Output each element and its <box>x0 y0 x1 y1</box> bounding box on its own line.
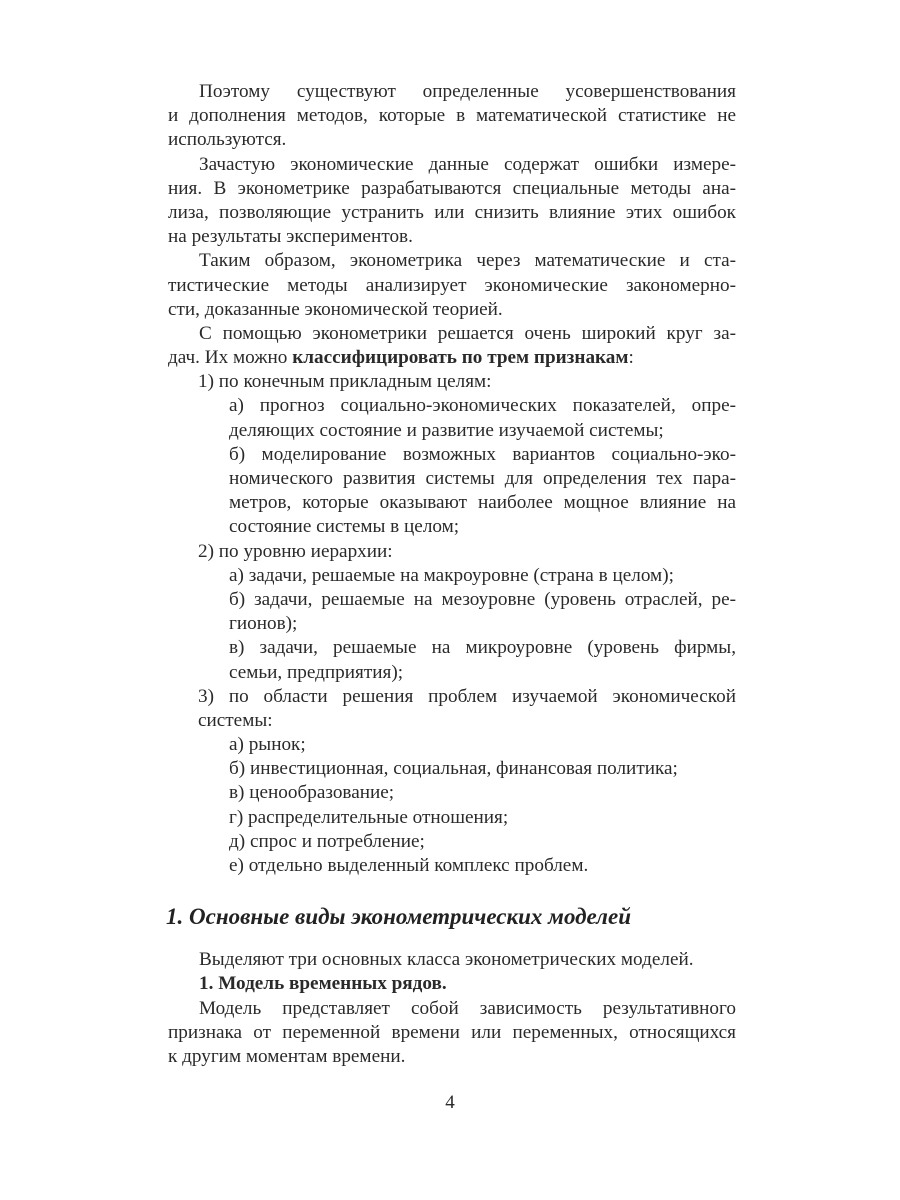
text-line <box>168 1021 736 1045</box>
text-span: : <box>628 347 634 369</box>
text-line <box>168 997 736 1021</box>
text-span: б) моделирование возможных вариантов социально-эко- <box>229 443 736 465</box>
text-line <box>168 225 736 249</box>
text-span: метров, которые оказывают наиболее мощное влияние на <box>229 492 736 514</box>
text-line <box>168 104 736 128</box>
text-line <box>168 781 736 805</box>
text-line <box>168 757 736 781</box>
text-line <box>168 661 736 685</box>
text-line <box>168 298 736 322</box>
text-line <box>168 322 736 346</box>
text-line <box>168 685 736 709</box>
text-line <box>168 370 736 394</box>
text-span: к другим моментам времени. <box>168 1045 406 1067</box>
text-span: г) распределительные отношения; <box>229 806 509 828</box>
text-line <box>168 588 736 612</box>
text-span: а) прогноз социально-экономических показателей, опре- <box>229 395 736 417</box>
text-line <box>168 249 736 273</box>
text-span: используются. <box>168 129 287 151</box>
text-line <box>168 806 736 830</box>
text-line <box>168 153 736 177</box>
text-line <box>168 830 736 854</box>
text-line <box>168 419 736 443</box>
text-span: Таким образом, эконометрика через математические и ста- <box>199 250 736 272</box>
text-span: и дополнения методов, которые в математической статистике не <box>168 105 736 127</box>
text-span: деляющих состояние и развитие изучаемой системы; <box>229 419 664 441</box>
text-line <box>168 80 736 104</box>
text-line <box>168 394 736 418</box>
text-line <box>168 733 736 757</box>
text-span: а) рынок; <box>229 734 306 756</box>
text-span: в) задачи, решаемые на микроуровне (уровень фирмы, <box>229 637 736 659</box>
text-line <box>168 709 736 733</box>
page-number: 4 <box>445 1092 455 1113</box>
text-line <box>168 274 736 298</box>
page-body <box>168 80 736 1069</box>
text-line <box>168 636 736 660</box>
text-line <box>168 491 736 515</box>
text-line <box>168 177 736 201</box>
text-line <box>168 346 736 370</box>
text-span: 2) по уровню иерархии: <box>198 540 393 562</box>
text-span: тистические методы анализирует экономические закономерно- <box>168 274 736 296</box>
text-span: а) задачи, решаемые на макроуровне (страна в целом); <box>229 564 674 586</box>
text-span: состояние системы в целом; <box>229 516 460 538</box>
text-span: С помощью эконометрики решается очень широкий круг за- <box>199 322 736 344</box>
text-span: Модель представляет собой зависимость результативного <box>199 997 736 1019</box>
text-span: лиза, позволяющие устранить или снизить влияние этих ошибок <box>168 201 736 223</box>
text-span: на результаты экспериментов. <box>168 226 413 248</box>
text-span: Выделяют три основных класса эконометрических моделей. <box>199 949 694 971</box>
text-line <box>168 515 736 539</box>
text-span: признака от переменной времени или переменных, относящихся <box>168 1021 736 1043</box>
text-line <box>168 467 736 491</box>
text-span: номического развития системы для определения тех пара- <box>229 468 736 489</box>
text-line <box>168 612 736 636</box>
text-span: б) инвестиционная, социальная, финансовая политика; <box>229 758 678 780</box>
bold-text: 1. Модель временных рядов. <box>199 973 447 995</box>
text-span: 1) по конечным прикладным целям: <box>198 371 492 393</box>
text-span: е) отдельно выделенный комплекс проблем. <box>229 855 589 876</box>
text-line <box>168 128 736 152</box>
text-line <box>168 854 736 878</box>
text-span: семьи, предприятия); <box>229 661 404 683</box>
text-span: в) ценообразование; <box>229 782 395 804</box>
text-span: 3) по области решения проблем изучаемой экономической <box>198 685 736 707</box>
text-line <box>168 948 736 972</box>
text-span: Поэтому существуют определенные усовершенствования <box>199 81 736 102</box>
text-span: гионов); <box>229 613 298 635</box>
text-line <box>168 443 736 467</box>
text-line <box>168 564 736 588</box>
section-heading: 1. Основные виды эконометрических моделей <box>166 904 631 930</box>
text-span: сти, доказанные экономической теорией. <box>168 298 503 320</box>
text-line <box>168 1045 736 1069</box>
text-line <box>168 972 736 996</box>
text-span: б) задачи, решаемые на мезоуровне (уровень отраслей, ре- <box>229 588 736 610</box>
text-line <box>168 201 736 225</box>
text-span: дач. Их можно <box>168 347 293 369</box>
text-span: ния. В эконометрике разрабатываются специальные методы ана- <box>168 177 736 199</box>
text-span: системы: <box>198 709 273 731</box>
text-span: Зачастую экономические данные содержат ошибки измере- <box>199 153 736 175</box>
text-block-top <box>168 80 736 878</box>
bold-text: классифицировать по трем признакам <box>292 347 629 369</box>
text-line <box>168 540 736 564</box>
text-block-bottom <box>168 948 736 1069</box>
text-span: д) спрос и потребление; <box>229 830 425 852</box>
